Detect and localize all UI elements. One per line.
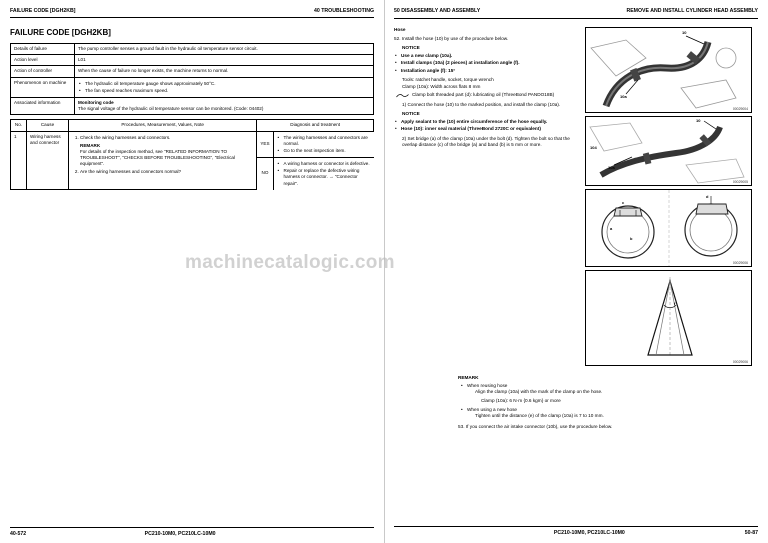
list-item: • Install clamps (10a) (2 pieces) at installation angle (f). <box>401 60 579 66</box>
footer-model: PC210-10M0, PC210LC-10M0 <box>144 531 216 537</box>
row-label: Action of controller <box>11 66 75 77</box>
remark-head-1: When reusing hose <box>467 382 508 388</box>
notice-list-2 <box>394 119 579 133</box>
lubricant-icon <box>396 93 409 98</box>
assoc-text: The signal voltage of the hydraulic oil temperature sensor can be monitored. (Code: 04402) <box>78 106 264 112</box>
assoc-heading: Monitoring code <box>78 99 114 105</box>
remark-label: REMARK <box>80 142 101 148</box>
list-item <box>467 407 758 420</box>
figure-1-caption: 00029004 <box>732 106 748 111</box>
header-right-text: 40 TROUBLESHOOTING <box>314 8 374 14</box>
row-label: Associated information <box>11 97 75 114</box>
phenomenon-list <box>78 81 370 94</box>
table-row <box>257 158 272 188</box>
list-item <box>467 383 758 404</box>
failure-info-table <box>10 43 374 115</box>
figure-2-caption: 00029005 <box>732 179 748 184</box>
list-item: 2. Are the wiring harnesses and connectors normal? <box>80 169 253 175</box>
list-item: • Repair or replace the defective wiring harness or connector. → "Connector repair". <box>284 168 371 187</box>
remark-text: For details of the inspection method, see "RELATED INFORMATION TO TROUBLESHOOT", "CHECKS BEFORE TROUBLESHOOTING", "Electrical equipment". <box>80 148 235 167</box>
step-52: 52. Install the hose (10) by use of the procedure below. <box>394 35 509 41</box>
remark-line: Align the clamp (10a) with the mark of the clamp on the hose. <box>475 389 603 395</box>
notice-list-1 <box>394 53 579 74</box>
diagnosis-table <box>274 132 374 190</box>
figure-3-caption: 00029006 <box>732 260 748 265</box>
right-page-footer <box>394 526 758 537</box>
table-row <box>274 158 374 190</box>
figure-1-tag-10a: 10a <box>620 94 627 100</box>
cell-cause: Wiring harness and connector <box>27 131 69 190</box>
remark-line: Tighten until the distance (e) of the clamp (10a) is 7 to 10 mm. <box>475 413 604 419</box>
text-column <box>394 27 579 369</box>
list-item: • Use a new clamp (10a). <box>401 53 579 59</box>
list-item: • Go to the next inspection item. <box>284 148 371 154</box>
list-item: • The wiring harnesses and connectors are normal. <box>284 135 371 147</box>
col-header-no: No. <box>11 120 27 131</box>
figure-4-tag-f: f <box>674 301 676 307</box>
right-page <box>384 0 768 543</box>
no-list <box>277 161 371 187</box>
table-row <box>11 66 374 77</box>
table-row-associated <box>11 97 374 114</box>
cell-procedures <box>69 131 257 190</box>
yesno-table <box>257 132 272 188</box>
substep-2: 2) Set bridge (a) of the clamp (10a) under the bolt (d). Tighten the bolt so that the overlap distance (c) of the bridge (a) and band (b) is 5 mm or more. <box>402 135 570 148</box>
remark-label: REMARK <box>458 375 479 381</box>
yes-outcome <box>274 132 374 158</box>
figure-2-tag-10a: 10a <box>608 165 615 171</box>
substep-1: 1) Connect the hose (10) to the marked position, and install the clamp (10a). <box>402 101 561 107</box>
torque-line: Clamp bolt threaded part (d): lubricating oil (ThreeBond PANDO18B) <box>412 92 555 98</box>
figure-2-drawing <box>586 117 752 186</box>
remark-block <box>394 375 758 430</box>
right-page-body <box>394 27 758 369</box>
figure-3-tag-c: c <box>622 200 625 206</box>
tools-line: Tools: ratchet handle, socket, torque wrench <box>402 77 494 83</box>
notice-label-2: NOTICE <box>402 111 420 117</box>
cell-no: 1 <box>11 131 27 190</box>
table-row <box>11 44 374 55</box>
col-header-procedures: Procedures, Measurement, Values, Note <box>69 120 257 131</box>
clamp-line: Clamp (10a): Width across flats 8 mm <box>402 83 481 89</box>
cell-yesno <box>257 131 273 190</box>
footer-page-number: 40-572 <box>10 531 27 537</box>
torque-row <box>394 92 579 99</box>
header-left-text: FAILURE CODE [DGH2KB] <box>10 8 76 14</box>
header-right-text: REMOVE AND INSTALL CYLINDER HEAD ASSEMBLY <box>626 8 758 14</box>
col-header-diagnosis: Diagnosis and treatment <box>257 120 374 131</box>
watermark: machinecatalogic.com <box>185 252 395 273</box>
row-value <box>75 97 374 114</box>
figure-2-tag-10: 10 <box>696 118 701 124</box>
figure-2-tag-104: 104 <box>590 145 597 151</box>
notice-label-1: NOTICE <box>402 45 420 51</box>
row-label: Action level <box>11 55 75 66</box>
header-left-text: 50 DISASSEMBLY AND ASSEMBLY <box>394 8 481 14</box>
list-item: • A wiring harness or connector is defective. <box>284 161 371 167</box>
left-page-footer <box>10 527 374 537</box>
no-outcome <box>274 158 374 190</box>
hose-heading: Hose <box>394 27 406 33</box>
figure-3-tag-d: d <box>706 194 709 200</box>
figure-1-tag-10: 10 <box>682 30 687 36</box>
cell-diagnosis <box>273 131 373 190</box>
figure-3-tag-a: a <box>610 226 613 232</box>
figure-1-drawing <box>586 28 752 113</box>
row-label: Phenomenon on machine <box>11 77 75 97</box>
col-header-cause: Cause <box>27 120 69 131</box>
figure-3 <box>585 189 752 267</box>
no-label: NO <box>261 169 269 175</box>
troubleshoot-table <box>10 119 374 190</box>
footer-model: PC210-10M0, PC210LC-10M0 <box>553 529 625 536</box>
figure-3-tag-b: b <box>630 236 633 242</box>
yes-label: YES <box>257 132 272 158</box>
remark-list <box>458 383 758 420</box>
table-row <box>11 55 374 66</box>
figure-4 <box>585 270 752 366</box>
table-row-phenomenon <box>11 77 374 97</box>
row-value <box>75 77 374 97</box>
page-title: FAILURE CODE [DGH2KB] <box>10 28 111 37</box>
row-value: L01 <box>75 55 374 66</box>
step-text: Check the wiring harnesses and connectors. <box>80 134 171 140</box>
step-53: 53. If you connect the air intake connector (10b), use the procedure below. <box>458 423 613 429</box>
list-item: • Installation angle (f): 15° <box>401 68 579 74</box>
remark-line: Clamp (10a): 6 N·m {0.6 kgm} or more <box>481 397 561 403</box>
footer-page-number: 50-87 <box>744 529 758 536</box>
left-page-header <box>10 8 374 18</box>
remark-head-2: When using a new hose <box>467 406 518 412</box>
row-label: Details of failure <box>11 44 75 55</box>
list-item: • Hose (10): inner seal material (ThreeBond 2720C or equivalent) <box>401 126 579 132</box>
list-item: • The hydraulic oil temperature gauge shows approximately 50°C. <box>85 81 370 87</box>
list-item: • The fan speed reaches maximum speed. <box>85 88 370 94</box>
table-row <box>11 131 374 190</box>
right-page-header <box>394 8 758 19</box>
figure-4-drawing <box>586 271 752 366</box>
row-value: The pump controller senses a ground fault in the hydraulic oil temperature sensor circuit. <box>75 44 374 55</box>
figure-column <box>585 27 752 369</box>
list-item: • Apply sealant to the (10) entire circumference of the hose equally. <box>401 119 579 125</box>
table-row <box>274 132 374 158</box>
table-header-row <box>11 120 374 131</box>
figure-4-caption: 00029006 <box>732 359 748 364</box>
table-row <box>257 132 272 158</box>
procedure-list <box>72 135 253 176</box>
yes-list <box>277 135 371 155</box>
row-value: When the cause of failure no longer exists, the machine returns to normal. <box>75 66 374 77</box>
list-item <box>80 135 253 168</box>
figure-2 <box>585 116 752 186</box>
figure-1 <box>585 27 752 113</box>
